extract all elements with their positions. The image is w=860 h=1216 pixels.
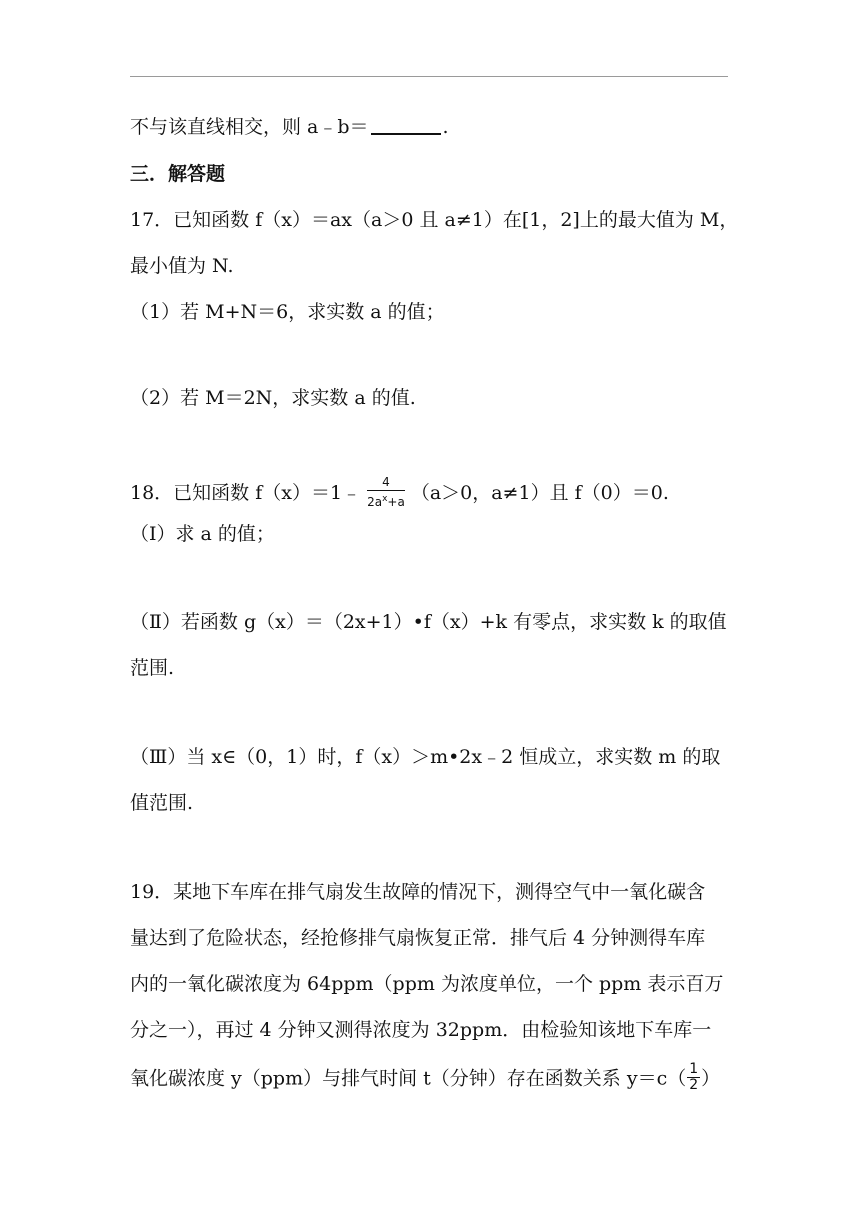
question-18-part-3: 值范围. — [130, 792, 194, 814]
fraction-denominator — [367, 491, 405, 509]
question-text: 18．已知函数 f（x）＝1﹣ — [130, 482, 362, 504]
question-18-text — [130, 477, 669, 511]
denominator-tail: +a — [387, 495, 405, 509]
fraction-numerator: 1 — [689, 1061, 699, 1077]
question-text: ） — [701, 1067, 721, 1090]
fraction — [367, 475, 405, 509]
question-19-text: 内的一氧化碳浓度为 64ppm（ppm 为浓度单位，一个 ppm 表示百万 — [130, 973, 724, 995]
question-text: 不与该直线相交，则 a﹣b＝ — [130, 116, 369, 138]
question-19-text: 分之一），再过 4 分钟又测得浓度为 32ppm．由检验知该地下车库一 — [130, 1019, 712, 1041]
question-19-text — [130, 1061, 721, 1095]
section-heading: 三．解答题 — [130, 163, 226, 185]
question-18-part-1: （Ⅰ）求 a 的值； — [130, 523, 275, 545]
denominator-base: 2a — [367, 495, 383, 509]
question-17-part-2: （2）若 M＝2N，求实数 a 的值. — [130, 387, 416, 409]
fraction-denominator: 2 — [689, 1077, 699, 1093]
question-18-part-3: （Ⅲ）当 x∈（0，1）时，f（x）＞m•2x﹣2 恒成立，求实数 m 的取 — [130, 746, 721, 768]
question-text: （a＞0，a≠1）且 f（0）＝0. — [410, 482, 669, 504]
question-17-text: 17．已知函数 f（x）＝ax（a＞0 且 a≠1）在[1，2]上的最大值为 M， — [130, 209, 739, 231]
question-text: . — [442, 116, 449, 138]
header-rule — [130, 76, 728, 77]
question-17-part-1: （1）若 M+N＝6，求实数 a 的值； — [130, 301, 445, 323]
fraction-half — [687, 1062, 700, 1093]
question-18-part-2: （Ⅱ）若函数 g（x）＝（2x+1）•f（x）+k 有零点，求实数 k 的取值 — [130, 611, 727, 633]
question-19-text: 量达到了危险状态，经抢修排气扇恢复正常．排气后 4 分钟测得车库 — [130, 927, 706, 949]
text-line — [130, 115, 449, 139]
fraction-numerator: 4 — [367, 475, 405, 491]
question-17-text: 最小值为 N. — [130, 255, 234, 277]
question-19-text: 19．某地下车库在排气扇发生故障的情况下，测得空气中一氧化碳含 — [130, 881, 706, 903]
denominator-exponent: x — [382, 494, 388, 504]
question-18-part-2: 范围. — [130, 657, 175, 679]
answer-blank — [371, 115, 441, 135]
question-text: 氧化碳浓度 y（ppm）与排气时间 t（分钟）存在函数关系 y＝c（ — [130, 1067, 687, 1090]
